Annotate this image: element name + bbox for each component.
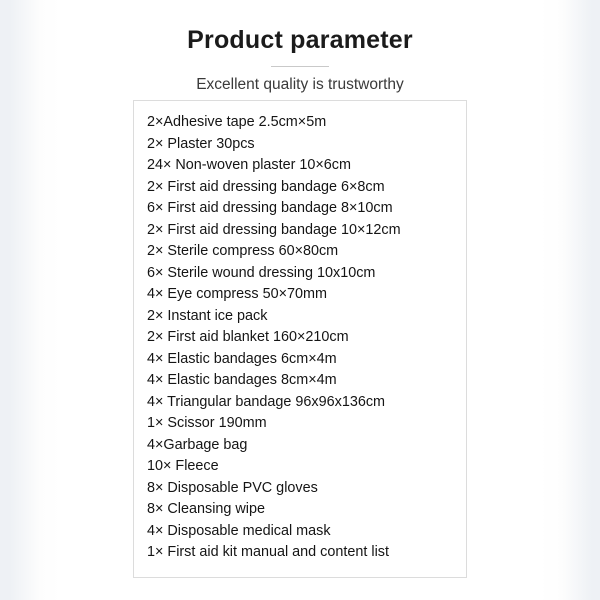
list-item: 4× Elastic bandages 8cm×4m bbox=[147, 372, 337, 388]
list-item: 2× Instant ice pack bbox=[147, 307, 268, 324]
list-item: 2×Adhesive tape 2.5cm×5m bbox=[147, 114, 327, 130]
list-item: 1× First aid kit manual and content list bbox=[147, 544, 389, 560]
list-item: 2× First aid dressing bandage 10×12cm bbox=[147, 221, 401, 238]
title-divider bbox=[271, 66, 329, 67]
list-item: 2× First aid dressing bandage 6×8cm bbox=[147, 178, 385, 195]
list-item: 2× Plaster 30pcs bbox=[147, 135, 255, 152]
list-item: 10× Fleece bbox=[147, 458, 219, 474]
list-item: 1× Scissor 190mm bbox=[147, 415, 267, 431]
list-item: 4× Disposable medical mask bbox=[147, 522, 331, 539]
parameter-list-card bbox=[133, 100, 467, 578]
list-item: 6× Sterile wound dressing 10x10cm bbox=[147, 264, 376, 281]
list-item: 4×Garbage bag bbox=[147, 436, 248, 453]
list-item: 8× Cleansing wipe bbox=[147, 501, 265, 517]
list-item: 8× Disposable PVC gloves bbox=[147, 479, 318, 496]
list-item: 6× First aid dressing bandage 8×10cm bbox=[147, 200, 393, 216]
list-item: 2× First aid blanket 160×210cm bbox=[147, 329, 349, 345]
list-item: 2× Sterile compress 60×80cm bbox=[147, 243, 339, 259]
list-item: 24× Non-woven plaster 10×6cm bbox=[147, 157, 351, 173]
list-item: 4× Eye compress 50×70mm bbox=[147, 286, 327, 302]
list-item: 4× Elastic bandages 6cm×4m bbox=[147, 350, 337, 367]
page-title: Product parameter bbox=[187, 26, 413, 54]
list-item: 4× Triangular bandage 96x96x136cm bbox=[147, 393, 386, 410]
page-subtitle: Excellent quality is trustworthy bbox=[196, 76, 404, 93]
